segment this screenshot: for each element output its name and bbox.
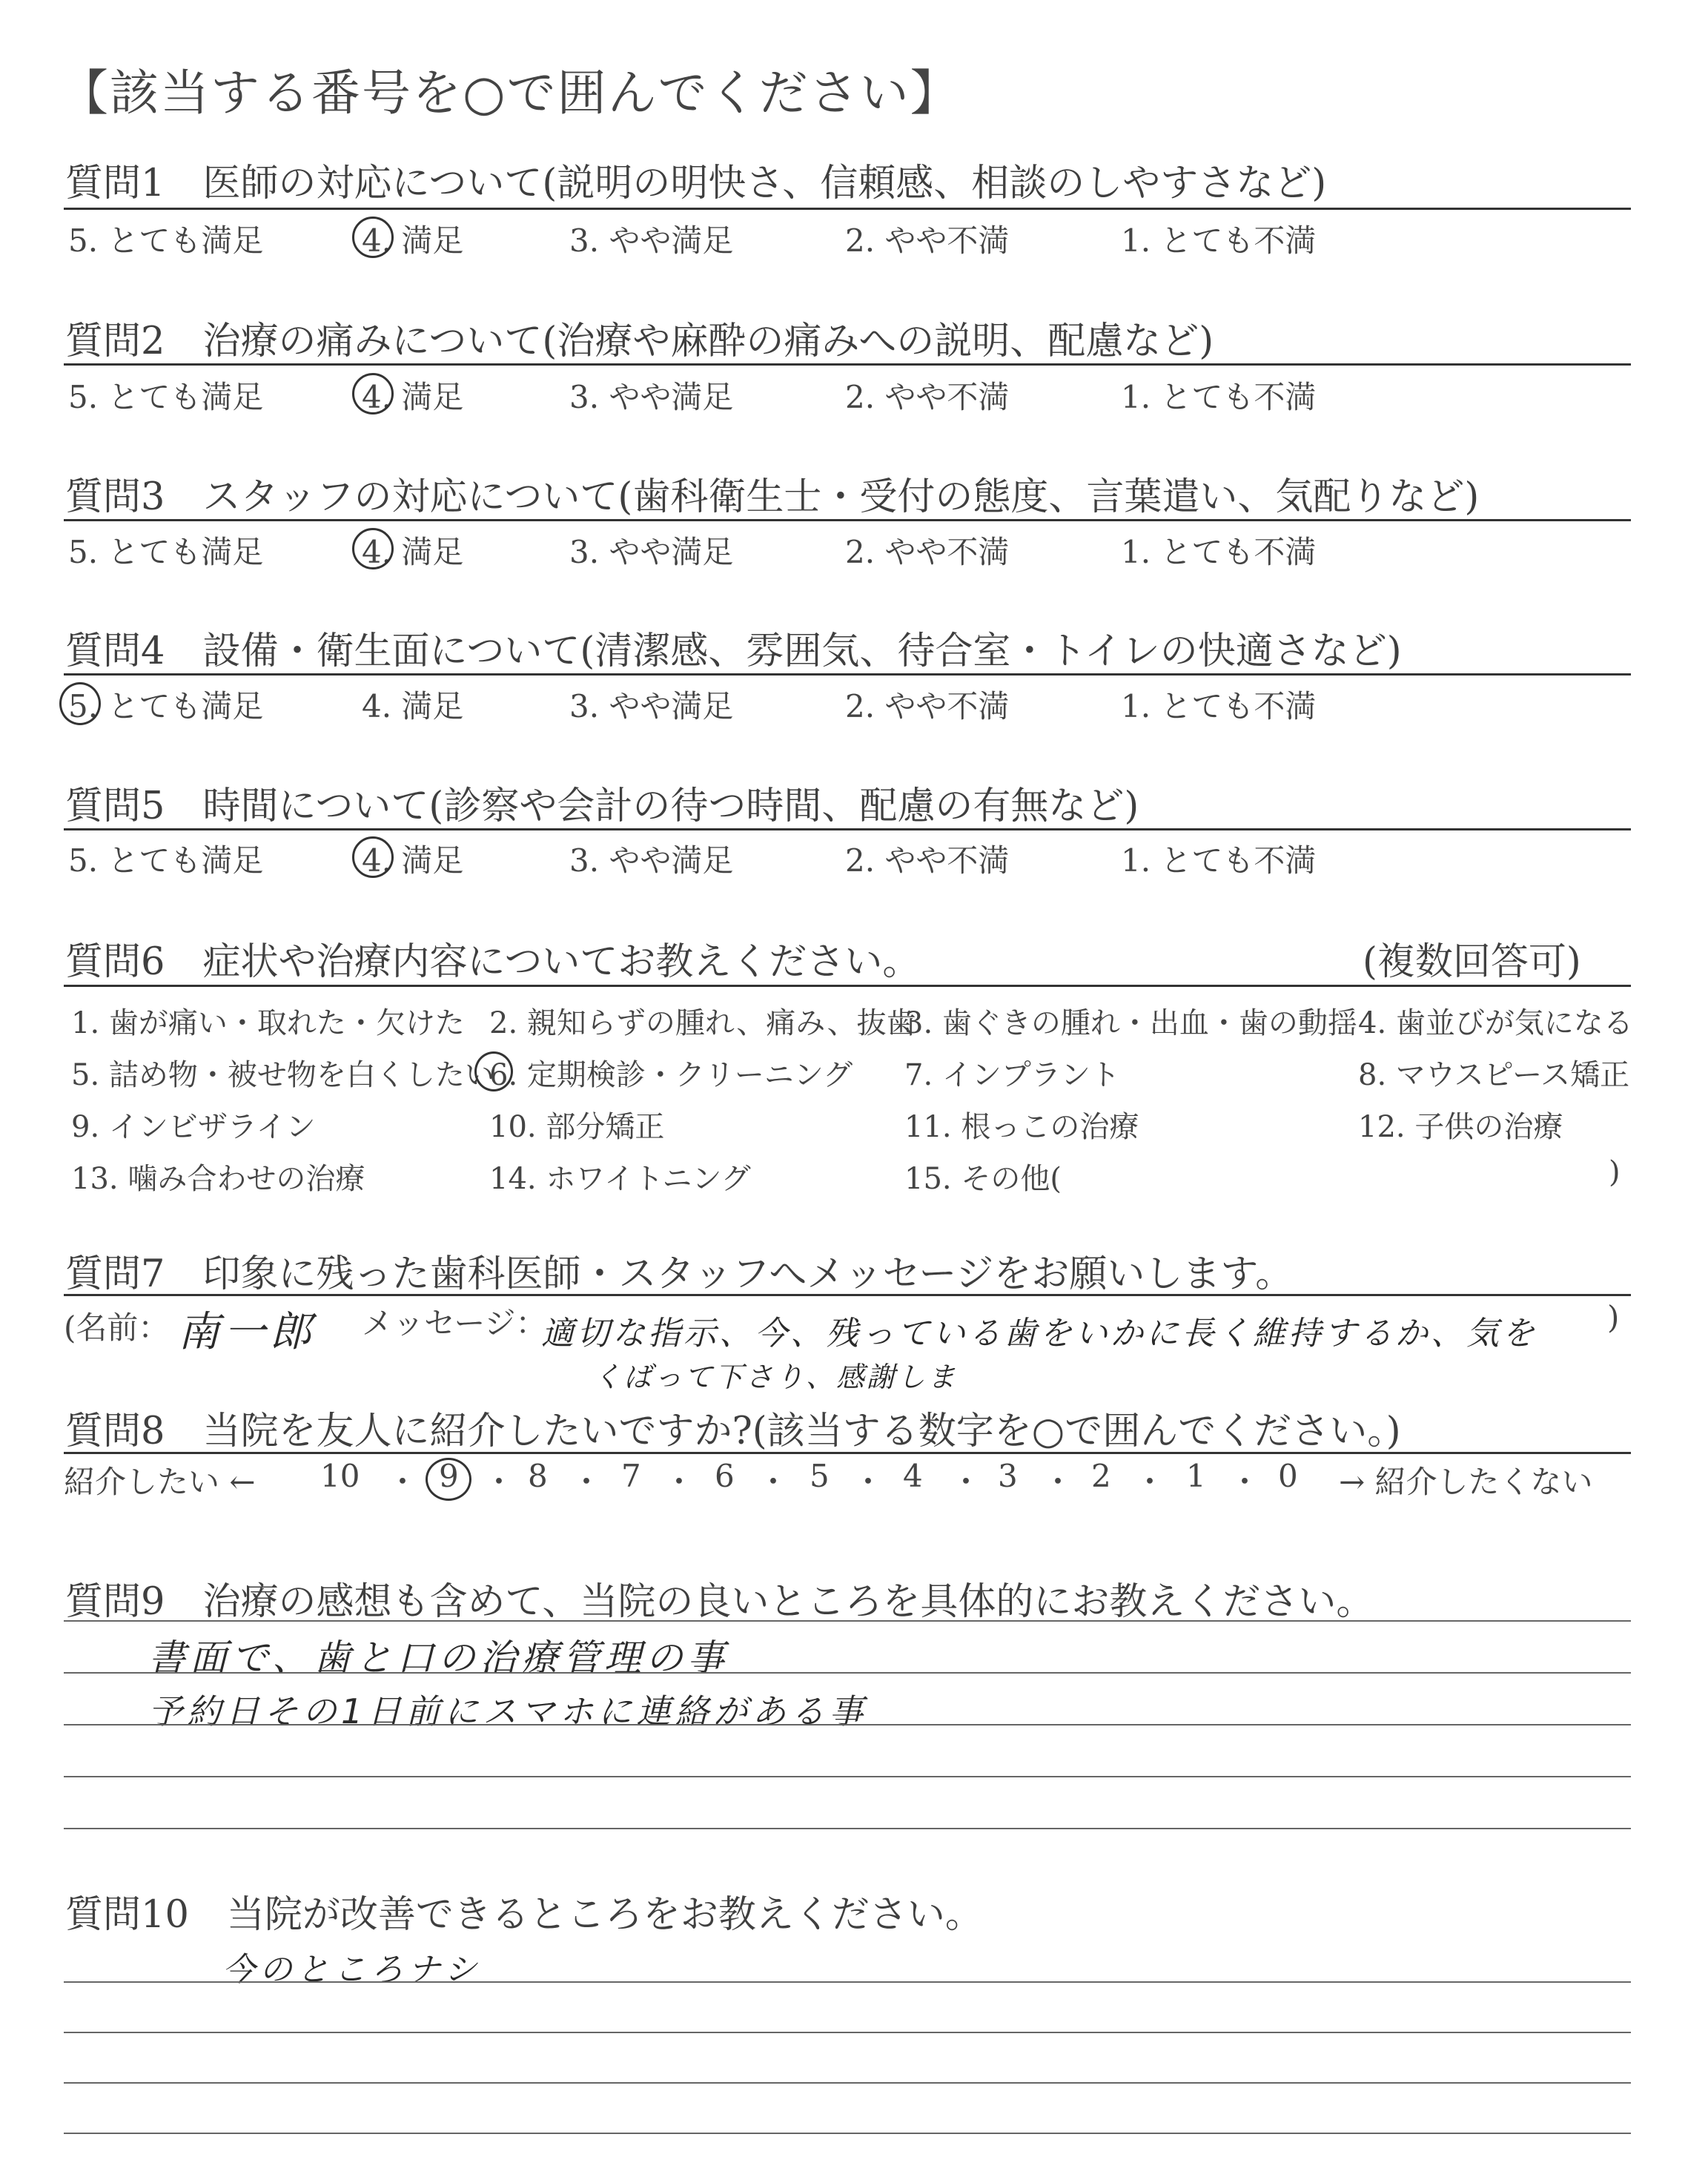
form-header: 【該当する番号を○で囲んでください】 [59, 65, 961, 122]
q6-selection-circle [474, 1051, 513, 1091]
q6-option-5[interactable]: 5. 詰め物・被せ物を白くしたい [71, 1058, 494, 1092]
q8-rule [64, 1452, 1631, 1454]
q4-rule [64, 673, 1631, 676]
q5-option-4[interactable]: 4. 満足 [362, 842, 464, 879]
q5-option-2[interactable]: 2. やや不満 [845, 842, 1010, 879]
q2-rule [64, 363, 1631, 366]
q10-answer-line [64, 1981, 1631, 1983]
q4-option-5[interactable]: 5. とても満足 [68, 688, 264, 724]
q9-title: 質問9 治療の感想も含めて、当院の良いところを具体的にお教えください。 [65, 1580, 1374, 1624]
q6-option-10[interactable]: 10. 部分矯正 [489, 1110, 665, 1144]
q10-answer-line [64, 2133, 1631, 2134]
q1-option-5[interactable]: 5. とても満足 [68, 222, 264, 259]
q4-option-4[interactable]: 4. 満足 [362, 688, 464, 724]
q5-option-1[interactable]: 1. とても不満 [1121, 842, 1317, 879]
q8-title: 質問8 当院を友人に紹介したいですか?(該当する数字を○で囲んでください。) [65, 1410, 1401, 1453]
q10-answer-line [64, 2032, 1631, 2033]
q2-title: 質問2 治療の痛みについて(治療や麻酔の痛みへの説明、配慮など) [65, 320, 1214, 363]
q10-answer-line [64, 2082, 1631, 2084]
q2-selection-circle [352, 373, 394, 415]
q8-score-3[interactable]: 3 [998, 1458, 1018, 1494]
q8-sep: ・ [663, 1464, 695, 1500]
q10-title: 質問10 当院が改善できるところをお教えください。 [65, 1893, 983, 1937]
q7-title: 質問7 印象に残った歯科医師・スタッフへメッセージをお願いします。 [65, 1252, 1294, 1296]
q9-answer-line [64, 1776, 1631, 1777]
q8-sep: ・ [853, 1464, 884, 1500]
q10-answer-line1: 今のところナシ [222, 1951, 482, 1989]
q8-score-9[interactable]: 9 [439, 1458, 459, 1494]
q2-option-3[interactable]: 3. やや満足 [569, 379, 734, 415]
q7-message-label: メッセージ： [362, 1305, 547, 1341]
q9-answer-line [64, 1620, 1631, 1622]
q9-answer-line [64, 1724, 1631, 1725]
q6-option-9[interactable]: 9. インビザライン [71, 1110, 316, 1144]
q8-left-label: 紹介したい ← [64, 1464, 256, 1500]
q5-rule [64, 828, 1631, 830]
q4-option-2[interactable]: 2. やや不満 [845, 688, 1010, 724]
q7-close-paren: ) [1607, 1299, 1620, 1335]
q1-option-4[interactable]: 4. 満足 [362, 222, 464, 259]
q5-option-5[interactable]: 5. とても満足 [68, 842, 264, 879]
q6-option-4[interactable]: 4. 歯並びが気になる [1358, 1006, 1633, 1040]
q8-sep: ・ [1229, 1464, 1261, 1500]
q6-option-6[interactable]: 6. 定期検診・クリーニング [489, 1058, 853, 1092]
q7-name-label: (名前： [64, 1309, 170, 1346]
q3-option-4[interactable]: 4. 満足 [362, 534, 464, 570]
q8-score-6[interactable]: 6 [715, 1458, 735, 1494]
q8-score-2[interactable]: 2 [1091, 1458, 1111, 1494]
q5-title: 質問5 時間について(診察や会計の待つ時間、配慮の有無など) [65, 785, 1139, 828]
q6-note: (複数回答可) [1363, 940, 1581, 984]
q7-name-value: 南一郎 [178, 1308, 316, 1356]
q3-option-3[interactable]: 3. やや満足 [569, 534, 734, 570]
q8-sep: ・ [387, 1464, 419, 1500]
q8-sep: ・ [950, 1464, 982, 1500]
q5-option-3[interactable]: 3. やや満足 [569, 842, 734, 879]
q6-option-12[interactable]: 12. 子供の治療 [1358, 1110, 1563, 1144]
q8-sep: ・ [1134, 1464, 1166, 1500]
q8-right-label: → 紹介したくない [1339, 1464, 1593, 1500]
q9-answer-line1: 書面で、歯と口の治療管理の事 [148, 1636, 729, 1680]
q5-selection-circle [352, 836, 394, 878]
q6-option-3[interactable]: 3. 歯ぐきの腫れ・出血・歯の動揺 [904, 1006, 1357, 1040]
q3-rule [64, 519, 1631, 521]
q8-sep: ・ [758, 1464, 790, 1500]
q4-option-3[interactable]: 3. やや満足 [569, 688, 734, 724]
q9-answer-line2: 予約日その1日前にスマホに連絡がある事 [148, 1691, 868, 1731]
q2-option-2[interactable]: 2. やや不満 [845, 379, 1010, 415]
q9-answer-line [64, 1672, 1631, 1674]
q7-rule [64, 1294, 1631, 1296]
q8-sep: ・ [1042, 1464, 1074, 1500]
q4-option-1[interactable]: 1. とても不満 [1121, 688, 1317, 724]
q3-option-1[interactable]: 1. とても不満 [1121, 534, 1317, 570]
q2-option-5[interactable]: 5. とても満足 [68, 379, 264, 415]
q6-title: 質問6 症状や治療内容についてお教えください。 [65, 940, 921, 984]
q4-title: 質問4 設備・衛生面について(清潔感、雰囲気、待合室・トイレの快適さなど) [65, 630, 1402, 673]
q1-option-2[interactable]: 2. やや不満 [845, 222, 1010, 259]
q2-option-4[interactable]: 4. 満足 [362, 379, 464, 415]
q6-option-13[interactable]: 13. 噛み合わせの治療 [71, 1162, 365, 1196]
q4-selection-circle [59, 682, 101, 725]
q7-message-line2: くばって下さり、感謝しま [593, 1361, 959, 1393]
q1-title: 質問1 医師の対応について(説明の明快さ、信頼感、相談のしやすさなど) [65, 162, 1327, 205]
q8-score-0[interactable]: 0 [1278, 1458, 1298, 1494]
q6-option-11[interactable]: 11. 根っこの治療 [904, 1110, 1139, 1144]
q9-answer-line [64, 1828, 1631, 1829]
q6-other-close-paren: ) [1609, 1155, 1621, 1189]
q6-option-15[interactable]: 15. その他( [904, 1162, 1062, 1196]
q8-score-5[interactable]: 5 [810, 1458, 830, 1494]
q6-option-2[interactable]: 2. 親知らずの腫れ、痛み、抜歯 [489, 1006, 916, 1040]
q1-option-3[interactable]: 3. やや満足 [569, 222, 734, 259]
q6-option-8[interactable]: 8. マウスピース矯正 [1358, 1058, 1630, 1092]
q6-option-1[interactable]: 1. 歯が痛い・取れた・欠けた [71, 1006, 465, 1040]
q3-option-5[interactable]: 5. とても満足 [68, 534, 264, 570]
q1-option-1[interactable]: 1. とても不満 [1121, 222, 1317, 259]
q8-score-7[interactable]: 7 [621, 1458, 641, 1494]
q8-score-8[interactable]: 8 [528, 1458, 548, 1494]
q1-rule [64, 208, 1631, 210]
q3-title: 質問3 スタッフの対応について(歯科衛生士・受付の態度、言葉遣い、気配りなど) [65, 475, 1480, 519]
q3-option-2[interactable]: 2. やや不満 [845, 534, 1010, 570]
q2-option-1[interactable]: 1. とても不満 [1121, 379, 1317, 415]
q7-message-line1: 適切な指示、今、残っている歯をいかに長く維持するか、気を [541, 1315, 1537, 1353]
q1-selection-circle [352, 217, 394, 258]
q3-selection-circle [352, 528, 394, 569]
q8-selection-circle [426, 1458, 471, 1501]
q6-option-7[interactable]: 7. インプラント [904, 1058, 1120, 1092]
q8-sep: ・ [571, 1464, 603, 1500]
q8-sep: ・ [483, 1464, 515, 1500]
q8-score-10[interactable]: 10 [320, 1458, 360, 1494]
q8-score-1[interactable]: 1 [1186, 1458, 1206, 1494]
q8-score-4[interactable]: 4 [903, 1458, 923, 1494]
q6-option-14[interactable]: 14. ホワイトニング [489, 1162, 751, 1196]
q6-rule [64, 985, 1631, 987]
